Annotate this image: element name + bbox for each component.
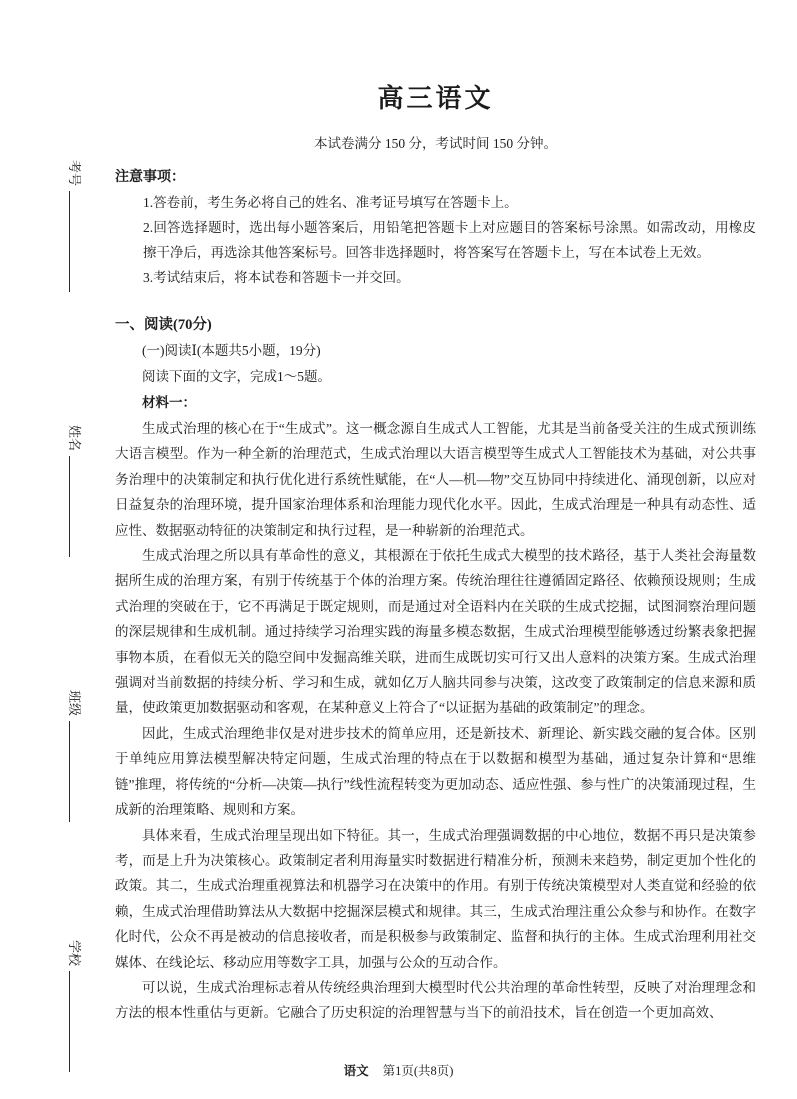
seal-field-exam-number: [66, 160, 84, 292]
material-paragraph: 可以说，生成式治理标志着从传统经典治理到大模型时代公共治理的革命性转型，反映了对治理理念和方法的根本性重估与更新。它融合了历史积淀的治理智慧与当下的前沿技术，旨在创造一个更加高效、: [115, 979, 756, 1021]
seal-fill-line: [69, 456, 71, 557]
seal-label: 学校: [67, 940, 82, 967]
material-paragraph: 具体来看，生成式治理呈现出如下特征。其一，生成式治理强调数据的中心地位，数据不再只是决策参考，而是上升为决策核心。政策制定者利用海量实时数据进行精准分析，预测未来趋势，制定更加个性化的政策。其二，生成式治理重视算法和机器学习在决策中的作用。有别于传统决策模型对人类直觉和经验的依赖，生成式治理借助算法从大数据中挖掘深层模式和规律。其三，生成式治理注重公众参与和协作。在数字化时代，公众不再是被动的信息接收者，而是积极参与政策制定、监督和执行的主体。生成式治理利用社交媒体、在线论坛、移动应用等数字工具，加强与公众的互动合作。: [115, 827, 756, 970]
material-paragraph: 生成式治理之所以具有革命性的意义，其根源在于依托生成式大模型的技术路径，基于人类社会海量数据所生成的治理方案，有别于传统基于个体的治理方案。传统治理往往遵循固定路径、依赖预设规则；生成式治理的突破在于，它不再满足于既定规则，而是通过对全语料内在关联的生成式挖掘，试图洞察治理问题的深层规律和生成机制。通过持续学习治理实践的海量多模态数据，生成式治理模型能够透过纷繁表象把握事物本质，在看似无关的隐空间中发掘高维关联，进而生成既切实可行又出人意料的决策方案。生成式治理强调对当前数据的持续分析、学习和生成，就如亿万人脑共同参与决策，这改变了政策制定的信息来源和质量，使政策更加数据驱动和客观，在某种意义上符合了“以证据为基础的政策制定”的理念。: [115, 548, 756, 716]
material-paragraph: 生成式治理的核心在于“生成式”。这一概念源自生成式人工智能，尤其是当前备受关注的生成式预训练大语言模型。作为一种全新的治理范式，生成式治理以大语言模型等生成式人工智能技术为基础，对公共事务治理中的决策制定和执行优化进行系统性赋能，在“人—机—物”交互协同中持续进化、涌现创新，以应对日益复杂的治理环境，提升国家治理体系和治理能力现代化水平。因此，生成式治理是一种具有动态性、适应性、数据驱动特征的决策制定和执行过程，是一种崭新的治理范式。: [115, 421, 756, 538]
notice-heading: 注意事项：: [115, 170, 185, 185]
notice-item: 1.答卷前，考生务必将自己的姓名、准考证号填写在答题卡上。: [143, 195, 518, 210]
section-heading-reading: 一、阅读(70分): [115, 317, 212, 333]
seal-fill-line: [69, 191, 71, 292]
paper-subtitle: 本试卷满分 150 分，考试时间 150 分钟。: [314, 136, 557, 151]
paper-title: 高三语文: [377, 84, 494, 113]
seal-fill-line: [69, 721, 71, 822]
footer-subject: 语文: [343, 1064, 369, 1078]
seal-field-class: [66, 690, 84, 822]
reading-instruction: 阅读下面的文字，完成1～5题。: [142, 369, 331, 384]
seal-label: 姓名: [67, 425, 82, 452]
seal-field-name: [66, 425, 84, 557]
page-footer: [0, 1061, 797, 1079]
footer-page-number: 第1页(共8页): [382, 1064, 454, 1078]
seal-field-school: [66, 940, 84, 1072]
material-paragraph: 因此，生成式治理绝非仅是对进步技术的简单应用，还是新技术、新理论、新实践交融的复合体。区别于单纯应用算法模型解决特定问题，生成式治理的特点在于以数据和模型为基础，通过复杂计算和“思维链”推理，将传统的“分析—决策—执行”线性流程转变为更加动态、适应性强、参与性广的决策涌现过程，生成新的治理策略、规则和方案。: [115, 725, 756, 818]
notice-item: 3.考试结束后，将本试卷和答题卡一并交回。: [143, 270, 410, 285]
content-column: [115, 0, 756, 1026]
seal-fill-line: [69, 971, 71, 1072]
seal-label: 考号: [67, 160, 82, 187]
notice-item: 2.回答选择题时，选出每小题答案后，用铅笔把答题卡上对应题目的答案标号涂黑。如需改动，用橡皮擦干净后，再选涂其他答案标号。回答非选择题时，将答案写在答题卡上，写在本试卷上无效。: [143, 220, 756, 260]
part-heading: (一)阅读Ⅰ(本题共5小题，19分): [142, 343, 321, 358]
material-one-label: 材料一：: [142, 395, 196, 410]
seal-label: 班级: [67, 690, 82, 717]
